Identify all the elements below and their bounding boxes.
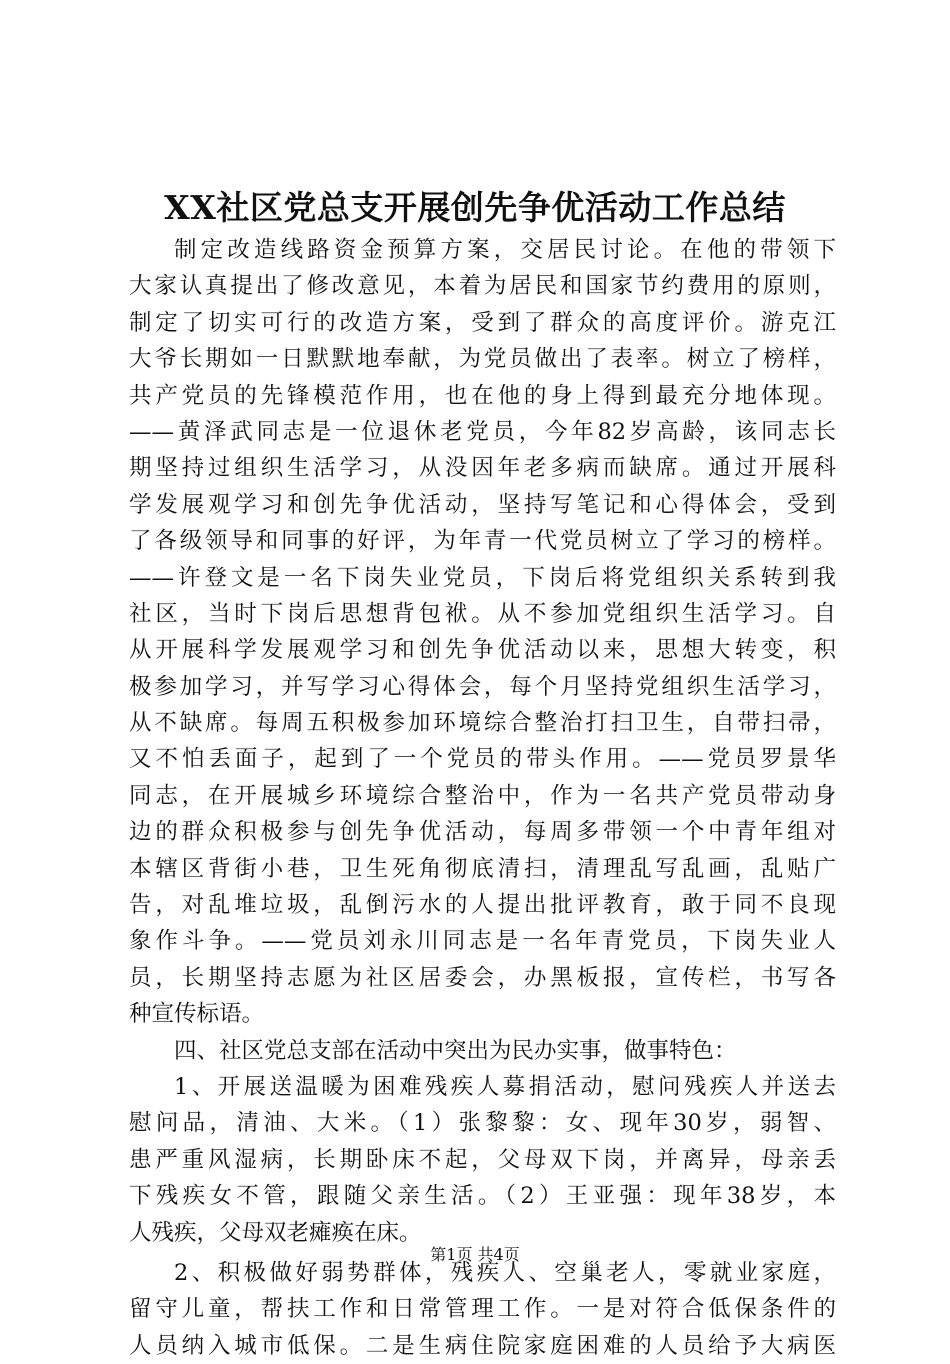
section-heading: 四、社区党总支部在活动中突出为民办实事，做事特色：	[174, 1037, 737, 1064]
body-line: 边的群众积极参与创先争优活动，每周多带领一个中青年组对	[129, 819, 836, 846]
body-line: 患严重风湿病，长期卧床不起，父母双下岗，并离异，母亲丢	[129, 1146, 836, 1173]
body-line: 了各级领导和同事的好评，为年青一代党员树立了学习的榜样。	[129, 528, 836, 555]
body-line: 慰问品，清油、大米。（1）张黎黎：女、现年30岁，弱智、	[129, 1110, 836, 1137]
body-line: 期坚持过组织生活学习，从没因年老多病而缺席。通过开展科	[129, 455, 836, 482]
body-line: 共产党员的先锋模范作用，也在他的身上得到最充分地体现。	[129, 382, 836, 409]
body-line: 又不怕丢面子，起到了一个党员的带头作用。——党员罗景华	[129, 746, 836, 773]
body-line: 极参加学习，并写学习心得体会，每个月坚持党组织生活学习，	[129, 673, 836, 700]
body-line: 告，对乱堆垃圾，乱倒污水的人提出批评教育，敢于同不良现	[129, 892, 836, 919]
body-line: ——黄泽武同志是一位退休老党员，今年82岁高龄，该同志长	[129, 418, 836, 445]
body-line: 制定改造线路资金预算方案，交居民讨论。在他的带领下	[174, 237, 836, 263]
body-line: 从不缺席。每周五积极参加环境综合整治打扫卫生，自带扫帚，	[129, 710, 836, 737]
document-title: XX社区党总支开展创先争优活动工作总结	[164, 188, 786, 227]
body-line: 从开展科学发展观学习和创先争优活动以来，思想大转变，积	[129, 637, 836, 664]
body-line: 制定了切实可行的改造方案，受到了群众的高度评价。游克江	[129, 309, 836, 336]
body-line: 同志，在开展城乡环境综合整治中，作为一名共产党员带动身	[129, 782, 836, 809]
body-line: 留守儿童，帮扶工作和日常管理工作。一是对符合低保条件的	[129, 1296, 836, 1323]
body-line: 社区，当时下岗后思想背包袱。从不参加党组织生活学习。自	[129, 600, 836, 627]
body-line: 大家认真提出了修改意见，本着为居民和国家节约费用的原则，	[129, 273, 836, 300]
body-line: 学发展观学习和创先争优活动，坚持写笔记和心得体会，受到	[129, 491, 836, 518]
body-line: 种宣传标语。	[129, 1001, 265, 1028]
body-line: ——许登文是一名下岗失业党员，下岗后将党组织关系转到我	[129, 564, 836, 591]
body-line: 人员纳入城市低保。二是生病住院家庭困难的人员给予大病医	[129, 1332, 836, 1359]
body-line: 2、积极做好弱势群体，残疾人、空巢老人，零就业家庭，	[174, 1259, 836, 1286]
body-line: 人残疾，父母双老瘫痪在床。	[129, 1219, 422, 1246]
page-footer: 第1页 共4页	[430, 1245, 520, 1264]
body-line: 本辖区背街小巷，卫生死角彻底清扫，清理乱写乱画，乱贴广	[129, 855, 836, 882]
document-body	[129, 232, 836, 1364]
body-line: 大爷长期如一日默默地奉献，为党员做出了表率。树立了榜样，	[129, 346, 836, 373]
body-line: 1、开展送温暖为困难残疾人募捐活动，慰问残疾人并送去	[174, 1073, 836, 1100]
body-line: 象作斗争。——党员刘永川同志是一名年青党员，下岗失业人	[129, 928, 836, 955]
body-line: 员，长期坚持志愿为社区居委会，办黑板报，宣传栏，书写各	[129, 964, 836, 991]
body-line: 下残疾女不管，跟随父亲生活。（2）王亚强：现年38岁，本	[129, 1183, 836, 1210]
